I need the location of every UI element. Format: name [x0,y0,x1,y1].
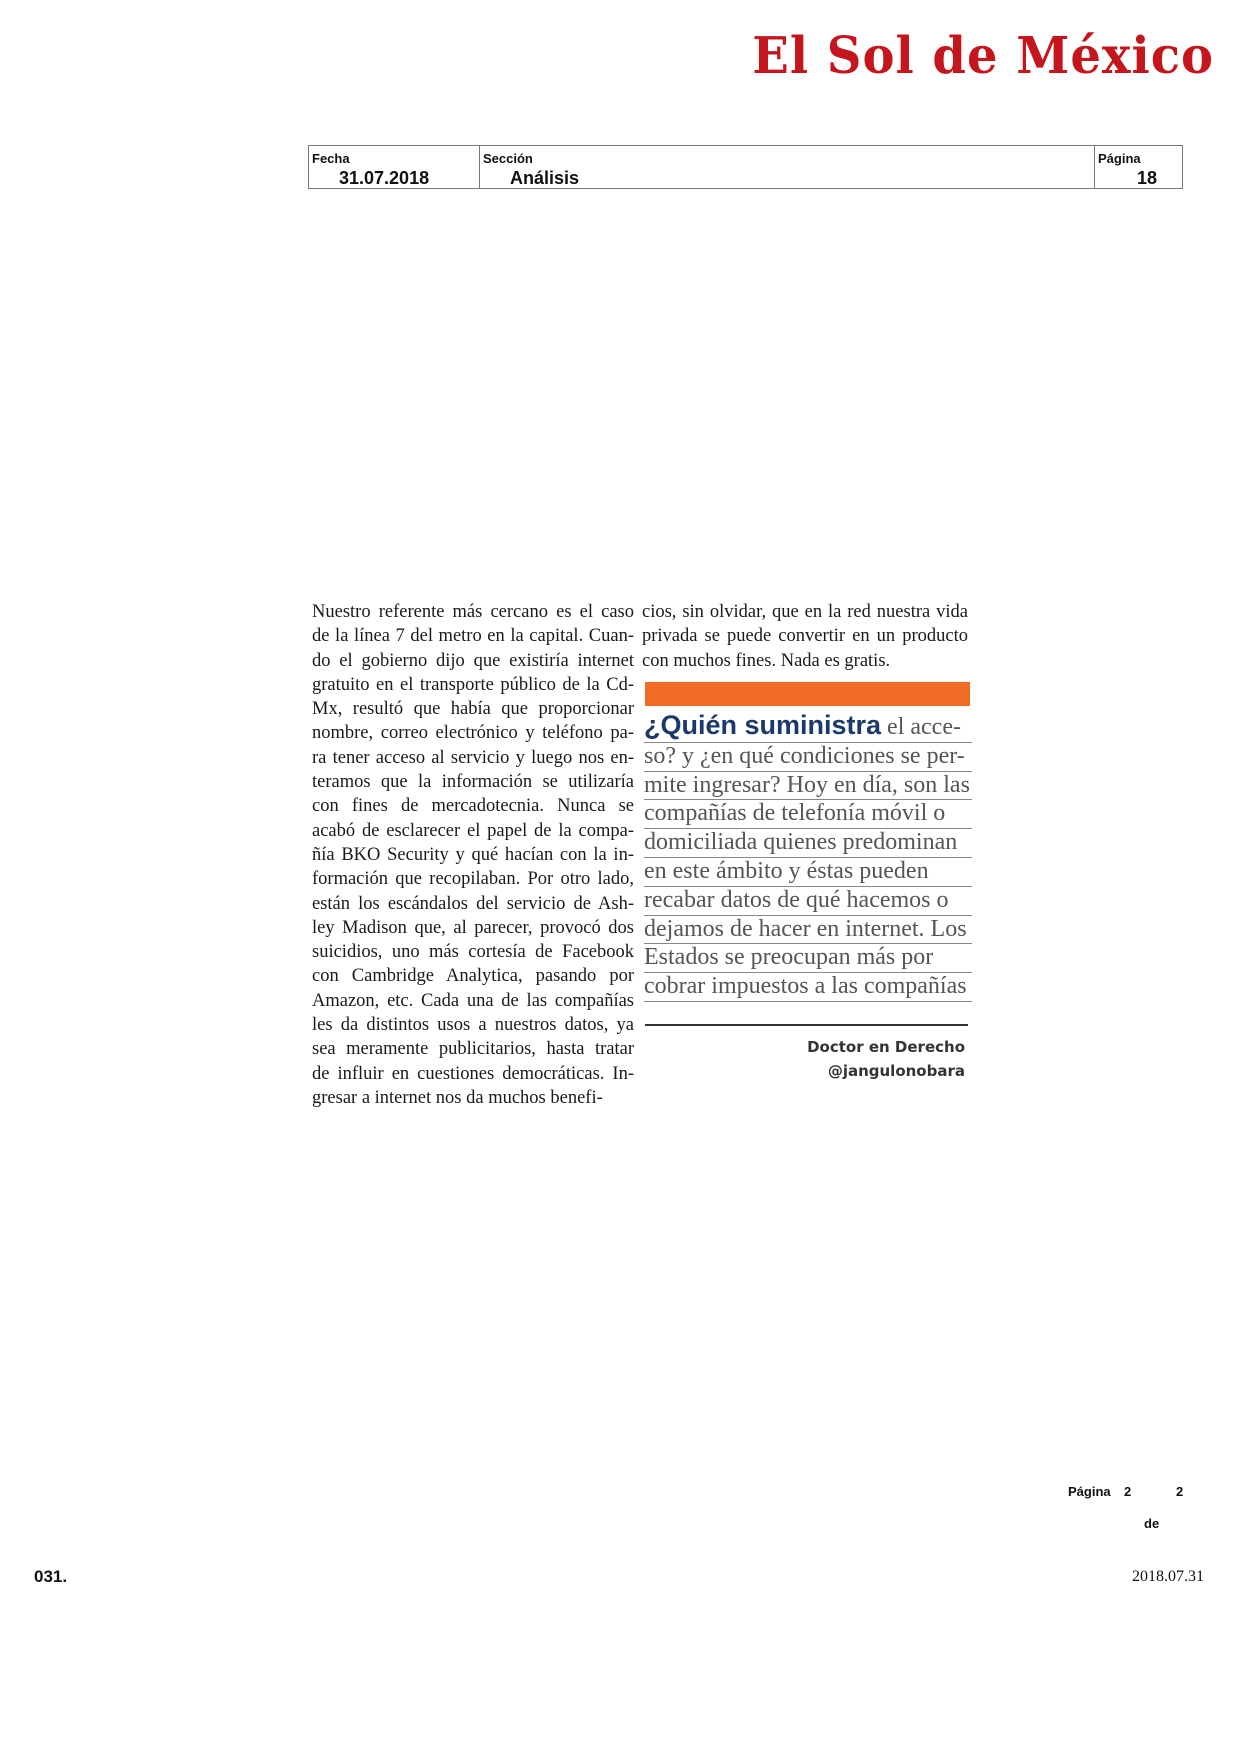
pagination-de: de [1144,1516,1160,1531]
article-line: con fines de mercadotecnia. Nunca se [312,796,634,817]
metadata-table [308,145,1183,189]
article-line: ra tener acceso al servicio y luego nos en- [312,747,634,768]
article-line: les da distintos usos a nuestros datos, ya [312,1015,634,1036]
article-line: con muchos fines. Nada es gratis. [642,650,891,671]
byline-divider [645,1024,968,1026]
article-line: nombre, correo electrónico y teléfono pa- [312,723,634,744]
article-column-left [312,600,634,1110]
pullquote-line: en este ámbito y éstas pueden [644,858,972,887]
article-line: suicidios, uno más cortesía de Facebook [312,942,634,963]
article-line: sea meramente publicitarios, hasta tratar [312,1039,634,1060]
article-line: Mx, resultó que había que proporcionar [312,699,634,720]
article-line: gratuito en el transporte público de la Cd- [312,674,634,695]
byline [807,1035,965,1083]
article-line: gresar a internet nos da muchos benefi- [312,1087,603,1108]
fecha-label: Fecha [312,151,350,166]
article-line: con Cambridge Analytica, pasando por [312,966,634,987]
pagination-current: 2 [1124,1484,1132,1499]
seccion-cell [480,146,1095,188]
article-line: cios, sin olvidar, que en la red nuestra vida [642,602,968,622]
author-title: Doctor en Derecho [807,1038,965,1056]
pullquote-line: so? y ¿en qué condiciones se per- [644,743,972,772]
seccion-label: Sección [483,151,533,166]
article-line: ley Madison que, al parecer, provocó dos [312,917,634,938]
article-column-right [642,600,968,673]
pagination-label: Página [1068,1484,1111,1499]
article-line: de influir en cuestiones democráticas. In- [312,1063,634,1084]
accent-bar [645,682,970,706]
pullquote [644,712,972,1002]
author-handle: @jangulonobara [827,1062,965,1080]
article-line: acabó de esclarecer el papel de la compa- [312,820,634,841]
article-line: ñía BKO Security y qué hacían con la in- [312,844,634,865]
document-date: 2018.07.31 [1132,1568,1204,1585]
pagina-cell [1095,146,1182,188]
pagina-label: Página [1098,151,1141,166]
article-line: formación que recopilaban. Por otro lado, [312,869,634,890]
article-line: de la línea 7 del metro en la capital. Cuan- [312,626,634,647]
pullquote-line: Estados se preocupan más por [644,944,972,973]
pullquote-line: compañías de telefonía móvil o [644,800,972,829]
pullquote-lead: ¿Quién suministra [644,710,882,740]
pagina-value: 18 [1137,168,1158,188]
article-line: Amazon, etc. Cada una de las compañías [312,990,634,1011]
masthead-logo: El Sol de México [752,26,1214,86]
pullquote-line [644,712,972,743]
pagination-total: 2 [1176,1484,1184,1499]
pullquote-line: domiciliada quienes predominan [644,829,972,858]
pullquote-line: recabar datos de qué hacemos o [644,887,972,916]
pullquote-line: mite ingresar? Hoy en día, son las [644,772,972,801]
document-code: 031. [34,1567,68,1586]
article-line: teramos que la información se utilizaría [312,772,634,793]
seccion-value: Análisis [510,168,580,188]
fecha-value: 31.07.2018 [339,168,430,188]
pullquote-line: dejamos de hacer en internet. Los [644,916,972,945]
article-line: privada se puede convertir en un producto [642,626,968,647]
pullquote-line: cobrar impuestos a las compañías [644,973,972,1002]
article-line: están los escándalos del servicio de Ash- [312,893,634,914]
pullquote-first-line-rest: el acce- [881,714,961,740]
article-line: do el gobierno dijo que existiría internet [312,650,634,671]
fecha-cell [309,146,480,188]
article-line: Nuestro referente más cercano es el caso [312,602,634,622]
